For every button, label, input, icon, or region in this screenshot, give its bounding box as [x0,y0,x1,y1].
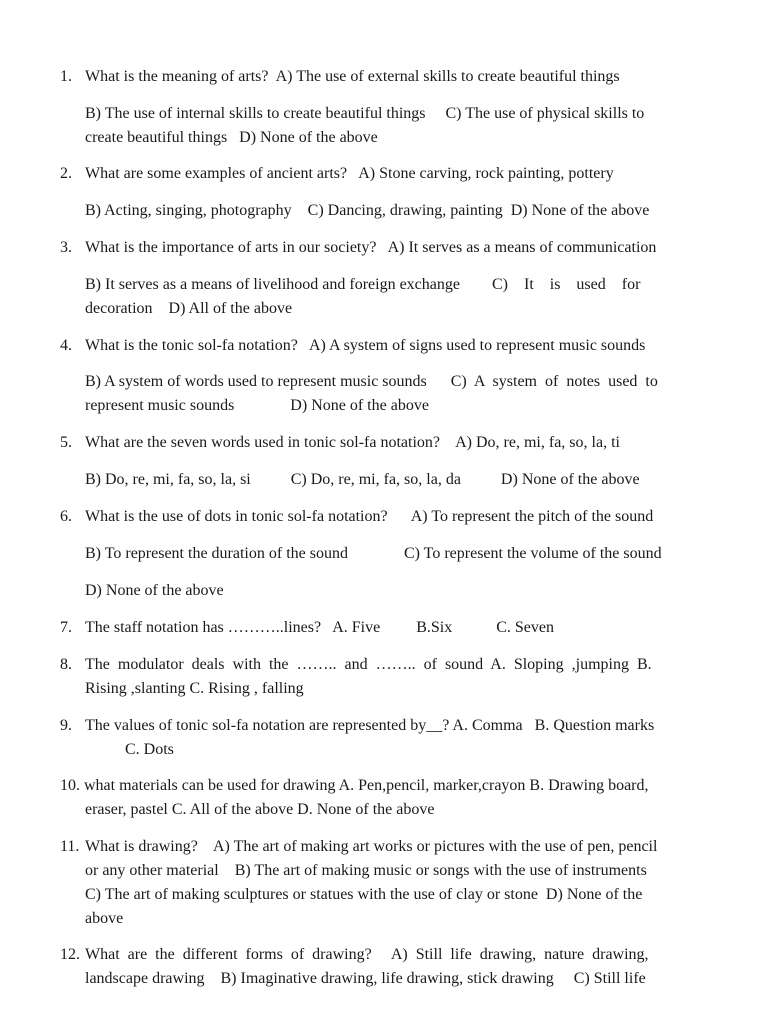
question-number: 11. [60,838,80,855]
question-text: What is the meaning of arts? A) The use of external skills to create beautiful things [85,68,620,85]
question-number: 2. [60,165,72,182]
option-line: C) The art of making sculptures or statues with the use of clay or stone D) None of the [85,886,643,903]
question-text: what materials can be used for drawing A. Pen,pencil, marker,crayon B. Drawing board, [80,777,649,794]
option-line: B) Acting, singing, photography C) Dancing, drawing, painting D) None of the above [85,202,650,219]
question-number: 5. [60,434,72,451]
option-line: landscape drawing B) Imaginative drawing, life drawing, stick drawing C) Still life [85,970,646,987]
option-line: Rising ,slanting C. Rising , falling [85,680,304,697]
question-text: The values of tonic sol-fa notation are represented by__? A. Comma B. Question marks [85,717,655,734]
question-number: 8. [60,656,72,673]
question-number: 1. [60,68,72,85]
question-number: 4. [60,337,72,354]
option-line: B) A system of words used to represent music sounds C) A system of notes used to [85,373,658,390]
question-number: 7. [60,619,72,636]
option-line: B) It serves as a means of livelihood and foreign exchange C) It is used for [85,276,641,293]
option-line: represent music sounds D) None of the above [85,397,429,414]
option-line: B) To represent the duration of the sound C) To represent the volume of the sound [85,545,662,562]
question-text: What is drawing? A) The art of making art works or pictures with the use of pen, pencil [85,838,658,855]
question-text: What are the seven words used in tonic sol-fa notation? A) Do, re, mi, fa, so, la, ti [85,434,620,451]
question-text: What is the tonic sol-fa notation? A) A system of signs used to represent music sounds [85,337,646,354]
question-text: The staff notation has ………..lines? A. Five B.Six C. Seven [85,619,555,636]
option-line: or any other material B) The art of making music or songs with the use of instruments [85,862,647,879]
option-line: C. Dots [85,741,174,758]
question-number: 3. [60,239,72,256]
option-line: B) The use of internal skills to create beautiful things C) The use of physical skills to [85,105,645,122]
option-line: decoration D) All of the above [85,300,293,317]
question-text: What are the different forms of drawing? A) Still life drawing, nature drawing, [85,946,649,963]
question-number: 12. [60,946,80,963]
question-text: What is the importance of arts in our society? A) It serves as a means of communication [85,239,657,256]
option-line: above [85,910,124,927]
question-number: 6. [60,508,72,525]
question-text: What are some examples of ancient arts? A) Stone carving, rock painting, pottery [85,165,614,182]
option-line: B) Do, re, mi, fa, so, la, si C) Do, re, mi, fa, so, la, da D) None of the above [85,471,640,488]
question-text: What is the use of dots in tonic sol-fa notation? A) To represent the pitch of the sound [85,508,654,525]
option-line: eraser, pastel C. All of the above D. None of the above [85,801,435,818]
question-number: 10. [60,777,80,794]
option-line: create beautiful things D) None of the above [85,129,378,146]
question-number: 9. [60,717,72,734]
question-text: The modulator deals with the …….. and …….. of sound A. Sloping ,jumping B. [85,656,652,673]
option-line: D) None of the above [85,582,224,599]
